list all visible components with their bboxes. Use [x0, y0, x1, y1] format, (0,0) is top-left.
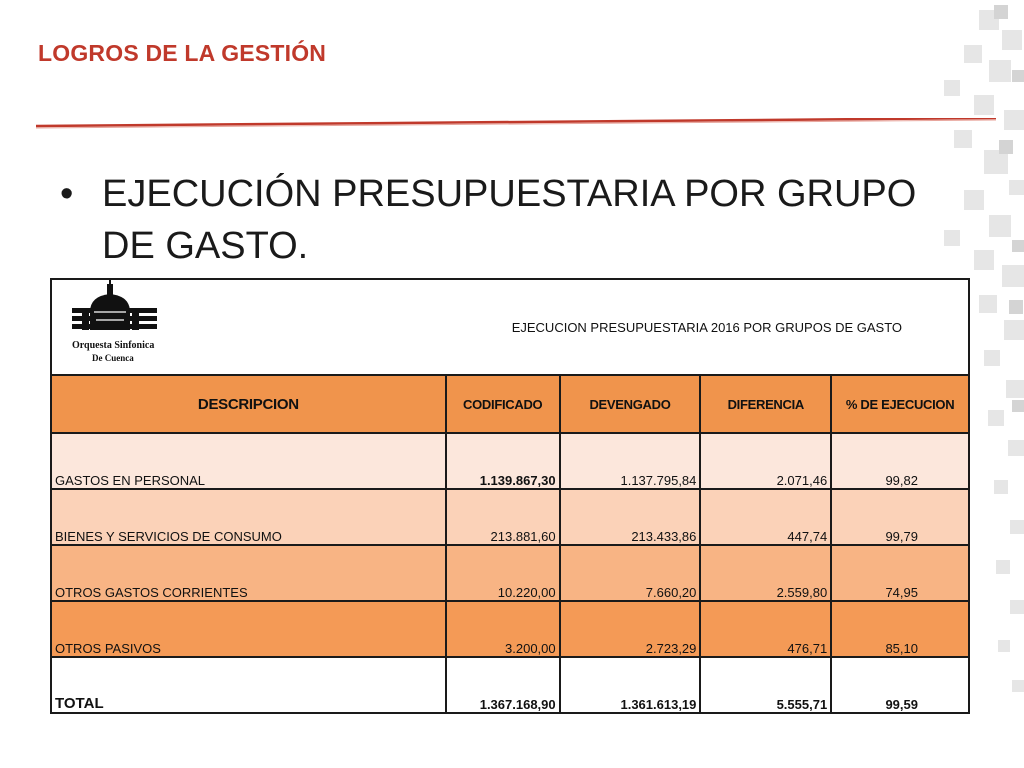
- cell-total-ejecucion: 99,59: [831, 657, 969, 713]
- cell-diferencia: 2.071,46: [700, 433, 831, 489]
- orchestra-logo: [52, 280, 172, 374]
- cell-codificado: 213.881,60: [446, 489, 560, 545]
- table-title: EJECUCION PRESUPUESTARIA 2016 POR GRUPOS DE GASTO: [446, 279, 969, 375]
- column-header-codificado: CODIFICADO: [446, 375, 560, 433]
- cell-descripcion: BIENES Y SERVICIOS DE CONSUMO: [51, 489, 446, 545]
- cell-diferencia: 2.559,80: [700, 545, 831, 601]
- logo-text-line1: Orquesta Sinfonica: [72, 340, 155, 351]
- cell-diferencia: 476,71: [700, 601, 831, 657]
- table-row: [51, 545, 969, 601]
- budget-table: [50, 278, 970, 714]
- cell-ejecucion: 99,79: [831, 489, 969, 545]
- bullet-point: [60, 168, 960, 272]
- bullet-text: EJECUCIÓN PRESUPUESTARIA POR GRUPO DE GASTO.: [102, 173, 917, 267]
- cell-total-diferencia: 5.555,71: [700, 657, 831, 713]
- column-header-devengado: DEVENGADO: [560, 375, 701, 433]
- column-header-row: [51, 375, 969, 433]
- cell-descripcion: GASTOS EN PERSONAL: [51, 433, 446, 489]
- cell-ejecucion: 74,95: [831, 545, 969, 601]
- cell-devengado: 213.433,86: [560, 489, 701, 545]
- table-row: [51, 489, 969, 545]
- cell-total-codificado: 1.367.168,90: [446, 657, 560, 713]
- cell-ejecucion: 85,10: [831, 601, 969, 657]
- table-row: [51, 601, 969, 657]
- logo-cell: [51, 279, 446, 375]
- column-header-diferencia: DIFERENCIA: [700, 375, 831, 433]
- cell-descripcion: OTROS GASTOS CORRIENTES: [51, 545, 446, 601]
- cell-devengado: 2.723,29: [560, 601, 701, 657]
- logo-text-line2: De Cuenca: [92, 353, 134, 363]
- cell-total-devengado: 1.361.613,19: [560, 657, 701, 713]
- cell-diferencia: 447,74: [700, 489, 831, 545]
- cathedral-dome-icon: [52, 280, 172, 340]
- cell-codificado: 1.139.867,30: [446, 433, 560, 489]
- title-underline: [36, 118, 996, 148]
- table-header-row: [51, 279, 969, 375]
- total-row: [51, 657, 969, 713]
- slide-title: LOGROS DE LA GESTIÓN: [38, 40, 327, 66]
- cell-codificado: 3.200,00: [446, 601, 560, 657]
- column-header-ejecucion: % DE EJECUCION: [831, 375, 969, 433]
- cell-codificado: 10.220,00: [446, 545, 560, 601]
- table-row: [51, 433, 969, 489]
- cell-devengado: 7.660,20: [560, 545, 701, 601]
- cell-devengado: 1.137.795,84: [560, 433, 701, 489]
- cell-descripcion: OTROS PASIVOS: [51, 601, 446, 657]
- cell-total-label: TOTAL: [51, 657, 446, 713]
- column-header-descripcion: DESCRIPCION: [51, 375, 446, 433]
- cell-ejecucion: 99,82: [831, 433, 969, 489]
- bullet-dot-icon: •: [60, 173, 74, 215]
